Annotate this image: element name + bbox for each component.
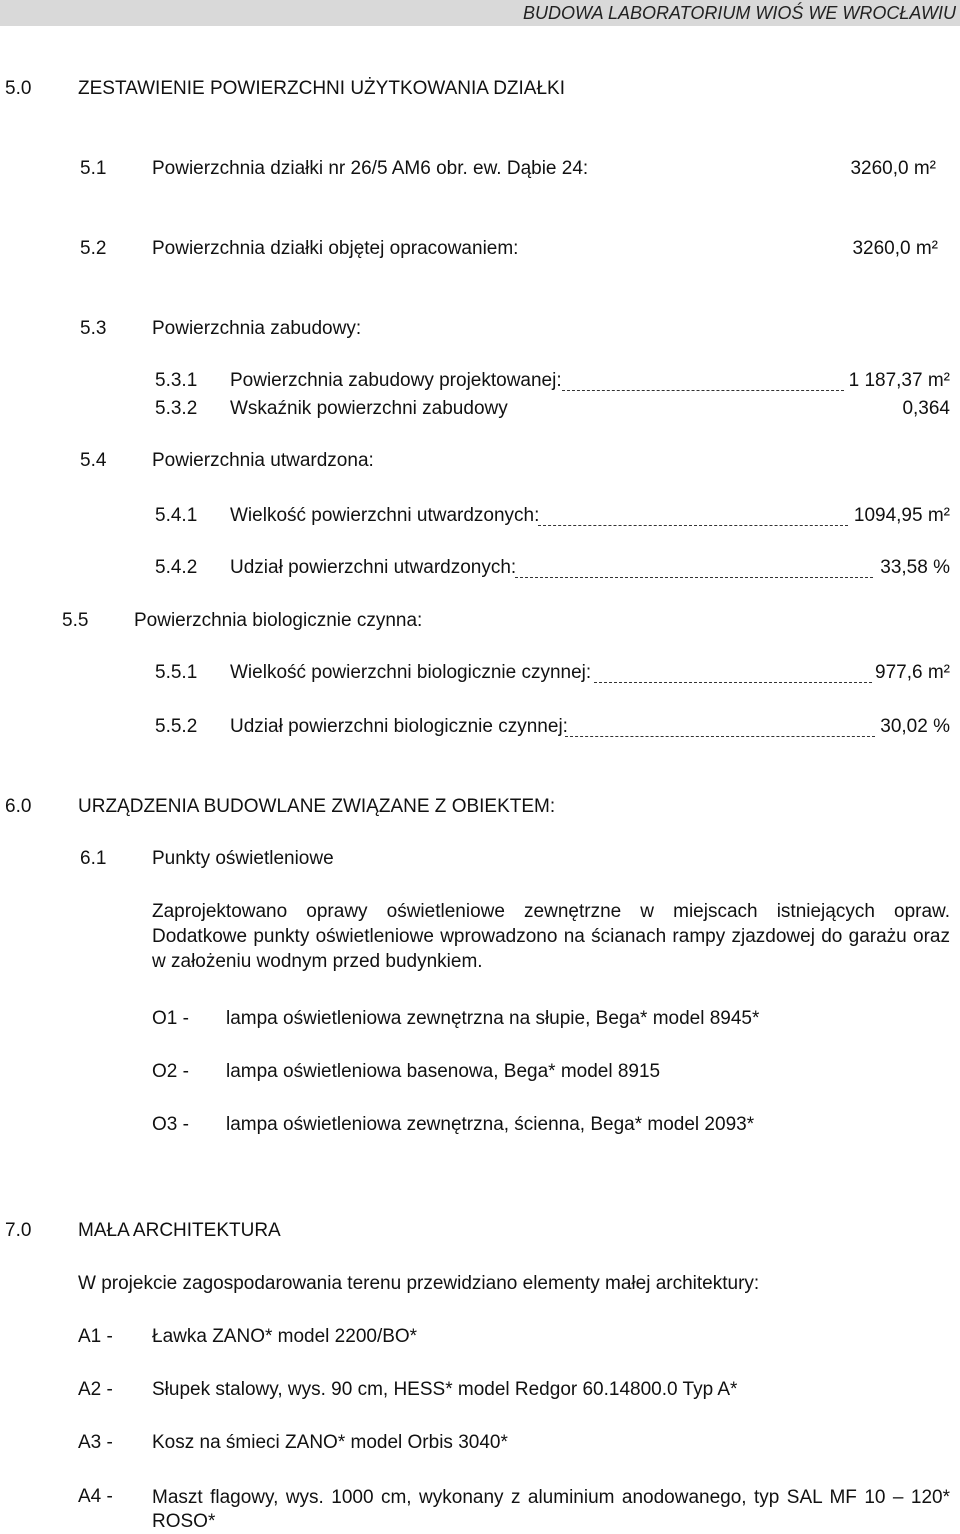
section-6-number: 6.0 (5, 796, 32, 817)
architecture-item-text: Słupek stalowy, wys. 90 cm, HESS* model Redgor 60.14800.0 Typ A* (152, 1379, 738, 1400)
lighting-item-code: O3 - (152, 1114, 189, 1135)
row-5-5-number: 5.5 (62, 610, 89, 631)
architecture-item-text: Ławka ZANO* model 2200/BO* (152, 1326, 418, 1347)
section-7-number: 7.0 (5, 1220, 32, 1241)
row-5-3-1-label: Powierzchnia zabudowy projektowanej: (230, 370, 562, 391)
lighting-item-text: lampa oświetleniowa basenowa, Bega* model 8915 (226, 1061, 661, 1082)
architecture-item-code: A1 - (78, 1326, 113, 1347)
row-5-1-number: 5.1 (80, 158, 107, 179)
row-5-3-1-leader (562, 390, 844, 391)
row-5-4-2-value: 33,58 % (880, 557, 950, 578)
section-6-title: URZĄDZENIA BUDOWLANE ZWIĄZANE Z OBIEKTEM: (78, 796, 556, 817)
row-5-5-2-value: 30,02 % (880, 716, 950, 737)
row-6-1-number: 6.1 (80, 848, 107, 869)
row-5-5-1-leader (594, 682, 872, 683)
architecture-item-code: A3 - (78, 1432, 113, 1453)
row-5-4-1-number: 5.4.1 (155, 505, 198, 526)
row-5-5-1-value: 977,6 m² (875, 662, 950, 683)
row-5-3-1-number: 5.3.1 (155, 370, 198, 391)
row-5-1-label: Powierzchnia działki nr 26/5 AM6 obr. ew. Dąbie 24: (152, 158, 589, 179)
row-5-5-2-leader (565, 736, 875, 737)
row-5-3-2-number: 5.3.2 (155, 398, 198, 419)
lighting-item-code: O2 - (152, 1061, 189, 1082)
row-5-4-1-leader (538, 525, 848, 526)
row-6-1-label: Punkty oświetleniowe (152, 848, 334, 869)
row-5-3-number: 5.3 (80, 318, 107, 339)
architecture-item-code: A4 - (78, 1486, 113, 1507)
row-5-5-2-number: 5.5.2 (155, 716, 198, 737)
lighting-item-text: lampa oświetleniowa zewnętrzna, ścienna, Bega* model 2093* (226, 1114, 755, 1135)
lighting-paragraph: Zaprojektowano oprawy oświetleniowe zewnętrzne w miejscach istniejących opraw. Dodatkowe punkty oświetleniowe wprowadzono na ścianach rampy zjazdowej do garażu oraz w założeniu wodnym przed budynkiem. (152, 901, 950, 972)
row-5-3-label: Powierzchnia zabudowy: (152, 318, 362, 339)
header-title: BUDOWA LABORATORIUM WIOŚ WE WROCŁAWIU (522, 3, 956, 23)
page-header (0, 0, 960, 26)
row-5-1-value: 3260,0 m² (850, 158, 936, 179)
row-5-5-2-label: Udział powierzchni biologicznie czynnej: (230, 716, 568, 737)
row-5-5-1-label: Wielkość powierzchni biologicznie czynnej: (230, 662, 592, 683)
section-7-title: MAŁA ARCHITEKTURA (78, 1220, 281, 1241)
section-5-number: 5.0 (5, 78, 32, 99)
lighting-item-code: O1 - (152, 1008, 189, 1029)
row-5-2-number: 5.2 (80, 238, 107, 259)
row-5-5-label: Powierzchnia biologicznie czynna: (134, 610, 423, 631)
row-5-3-2-label: Wskaźnik powierzchni zabudowy (230, 398, 508, 419)
row-5-4-2-label: Udział powierzchni utwardzonych: (230, 557, 517, 578)
row-5-4-1-value: 1094,95 m² (853, 505, 950, 526)
row-5-3-1-value: 1 187,37 m² (848, 370, 950, 391)
architecture-item-text: Maszt flagowy, wys. 1000 cm, wykonany z aluminium anodowanego, typ SAL MF 10 – 120* ROSO* (152, 1487, 950, 1532)
row-5-4-number: 5.4 (80, 450, 107, 471)
row-5-2-label: Powierzchnia działki objętej opracowaniem: (152, 238, 519, 259)
architecture-item-code: A2 - (78, 1379, 113, 1400)
row-5-5-1-number: 5.5.1 (155, 662, 198, 683)
section-5-title: ZESTAWIENIE POWIERZCHNI UŻYTKOWANIA DZIAŁKI (78, 78, 565, 99)
row-5-4-2-leader (515, 577, 873, 578)
row-5-3-2-value: 0,364 (902, 398, 950, 419)
row-5-4-2-number: 5.4.2 (155, 557, 198, 578)
architecture-item-text: Kosz na śmieci ZANO* model Orbis 3040* (152, 1432, 508, 1453)
architecture-intro: W projekcie zagospodarowania terenu przewidziano elementy małej architektury: (78, 1273, 760, 1294)
row-5-2-value: 3260,0 m² (852, 238, 938, 259)
lighting-item-text: lampa oświetleniowa zewnętrzna na słupie, Bega* model 8945* (226, 1008, 760, 1029)
row-5-4-1-label: Wielkość powierzchni utwardzonych: (230, 505, 540, 526)
row-5-4-label: Powierzchnia utwardzona: (152, 450, 374, 471)
